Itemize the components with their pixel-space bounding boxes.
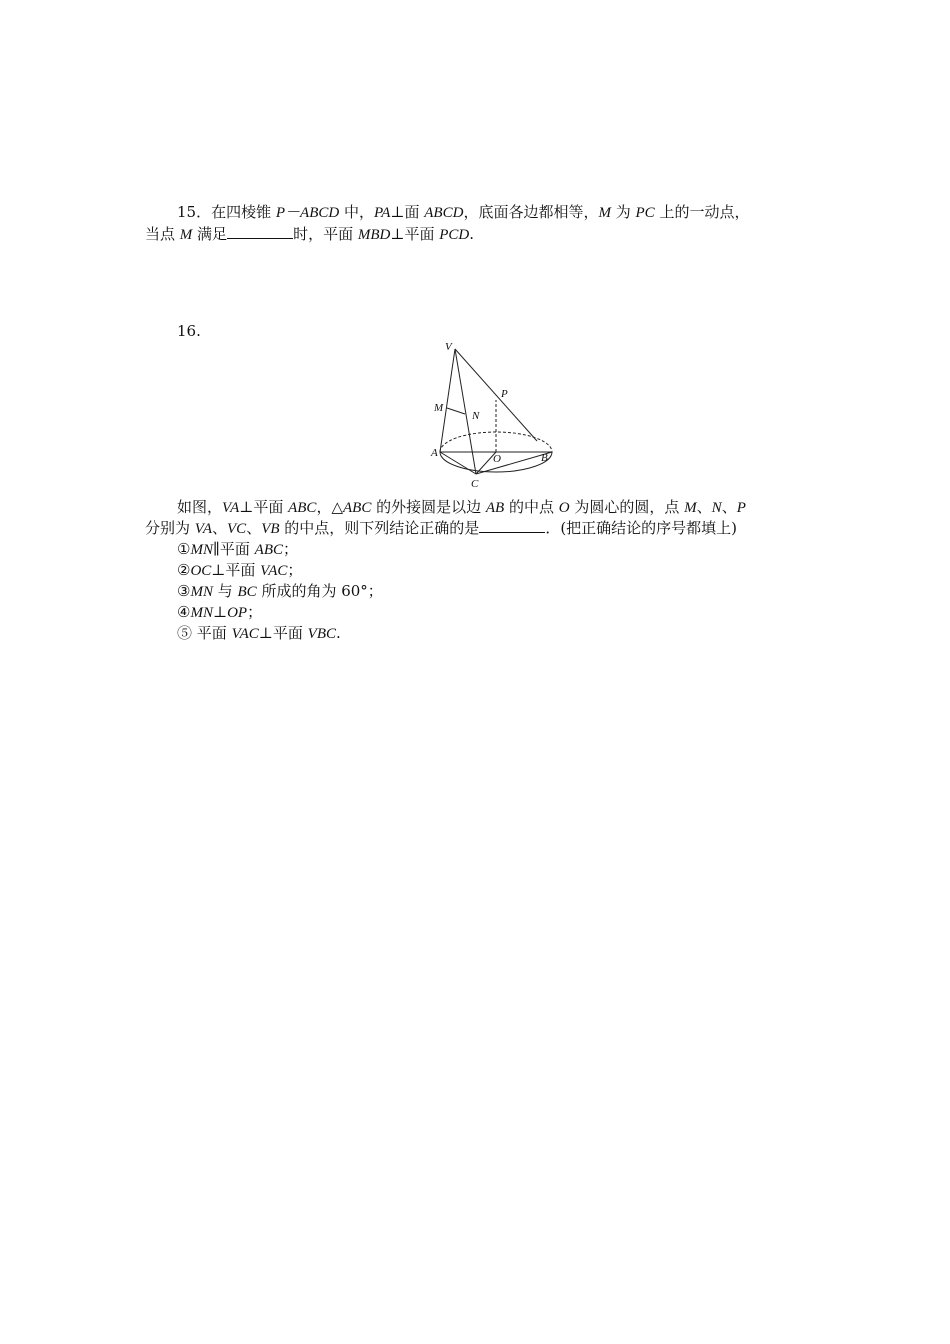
option-text: ； bbox=[283, 540, 299, 558]
option-var: MN bbox=[190, 542, 213, 558]
option-text: ⊥平面 bbox=[258, 624, 308, 642]
option-var: ABC bbox=[254, 542, 283, 558]
q15-text: 满足 bbox=[192, 225, 228, 243]
q15-text: 在四棱锥 bbox=[211, 203, 276, 221]
q16-var: P bbox=[736, 500, 746, 516]
label-A: A bbox=[431, 447, 438, 459]
q16-var: N bbox=[711, 500, 722, 516]
q16-text: 为圆心的圆，点 bbox=[569, 498, 685, 516]
q15-var: M bbox=[598, 205, 611, 221]
q15-line-2 bbox=[145, 224, 474, 245]
option-var: MN bbox=[190, 605, 213, 621]
q16-text: 、 bbox=[246, 519, 262, 537]
q16-var: ABC bbox=[288, 500, 317, 516]
label-N: N bbox=[472, 410, 480, 422]
q15-text: 当点 bbox=[145, 225, 180, 243]
option-text: ； bbox=[287, 561, 303, 579]
edge-VB bbox=[455, 349, 537, 441]
option-mark: ② bbox=[177, 561, 191, 579]
q15-var: PA bbox=[373, 205, 391, 221]
label-P: P bbox=[501, 388, 508, 400]
cone-figure bbox=[425, 338, 555, 490]
q15-var: ABCD bbox=[424, 205, 464, 221]
option-text: 平面 bbox=[192, 624, 232, 642]
q15-var: PCD bbox=[439, 227, 470, 243]
q16-var: AB bbox=[485, 500, 505, 516]
q16-option-1 bbox=[177, 539, 298, 560]
q16-line-1 bbox=[177, 497, 746, 518]
q15-var: M bbox=[179, 227, 193, 243]
option-mark: ④ bbox=[177, 603, 191, 621]
q16-text: 的外接圆是以边 bbox=[371, 498, 486, 516]
q16-text: 的中点 bbox=[504, 498, 559, 516]
q16-var: O bbox=[558, 500, 570, 516]
q15-var: PC bbox=[635, 205, 655, 221]
option-text: ⊥ bbox=[212, 603, 228, 621]
label-C: C bbox=[471, 478, 479, 490]
segment-MN bbox=[447, 408, 465, 414]
q15-line-1 bbox=[177, 202, 749, 223]
option-var: BC bbox=[237, 584, 257, 600]
q15-number: 15． bbox=[177, 203, 212, 221]
q16-var: VC bbox=[227, 521, 247, 537]
q16-answer-blank[interactable] bbox=[479, 518, 545, 533]
q16-line-2 bbox=[145, 518, 737, 539]
q16-var: ABC bbox=[343, 500, 372, 516]
q16-text: 、 bbox=[721, 498, 737, 516]
q16-option-3 bbox=[177, 581, 383, 602]
q15-text: 上的一动点， bbox=[654, 203, 750, 221]
option-text: ⊥平面 bbox=[211, 561, 261, 579]
q16-text: 的中点，则下列结论正确的是 bbox=[279, 519, 480, 537]
option-mark: ⑤ bbox=[177, 624, 193, 642]
option-var: MN bbox=[190, 584, 213, 600]
option-var: VAC bbox=[231, 626, 259, 642]
q16-text: ，△ bbox=[316, 498, 343, 516]
label-V: V bbox=[445, 341, 452, 353]
q15-text: ，底面各边都相等， bbox=[463, 203, 599, 221]
q15-text: 中， bbox=[339, 203, 374, 221]
q16-text: 分别为 bbox=[145, 519, 195, 537]
option-var: OP bbox=[227, 605, 248, 621]
q16-var: M bbox=[684, 500, 697, 516]
q15-var: MBD bbox=[357, 227, 391, 243]
option-var: VBC bbox=[307, 626, 336, 642]
q15-text: 为 bbox=[610, 203, 636, 221]
q16-text: 如图， bbox=[177, 498, 223, 516]
q16-text: 、 bbox=[696, 498, 712, 516]
q16-text: 、 bbox=[212, 519, 228, 537]
q15-text: . bbox=[469, 225, 474, 243]
q16-option-2 bbox=[177, 560, 302, 581]
option-var: VAC bbox=[260, 563, 288, 579]
edge-AC bbox=[440, 452, 476, 474]
option-text: ； bbox=[247, 603, 263, 621]
q15-text: 时，平面 bbox=[293, 225, 358, 243]
q16-option-4 bbox=[177, 602, 262, 623]
option-mark: ③ bbox=[177, 582, 191, 600]
q16-var: VB bbox=[261, 521, 280, 537]
option-text: . bbox=[336, 624, 341, 642]
option-text: 所成的角为 60°； bbox=[256, 582, 383, 600]
q16-text: ．(把正确结论的序号都填上) bbox=[545, 519, 738, 537]
q15-text: ⊥面 bbox=[390, 203, 425, 221]
edge-VA bbox=[440, 349, 455, 452]
q16-text: ⊥平面 bbox=[239, 498, 289, 516]
label-M: M bbox=[434, 402, 444, 414]
option-var: OC bbox=[190, 563, 212, 579]
q16-var: VA bbox=[194, 521, 212, 537]
q15-text: ⊥平面 bbox=[390, 225, 440, 243]
label-O: O bbox=[493, 453, 501, 465]
option-mark: ① bbox=[177, 540, 191, 558]
q15-var: P－ABCD bbox=[275, 205, 340, 221]
label-B: B bbox=[541, 452, 548, 464]
q15-answer-blank[interactable] bbox=[227, 224, 293, 239]
q16-option-5 bbox=[177, 623, 341, 644]
q16-number: 16. bbox=[177, 322, 201, 340]
q16-var: VA bbox=[222, 500, 240, 516]
option-text: ∥平面 bbox=[212, 540, 255, 558]
option-text: 与 bbox=[212, 582, 238, 600]
